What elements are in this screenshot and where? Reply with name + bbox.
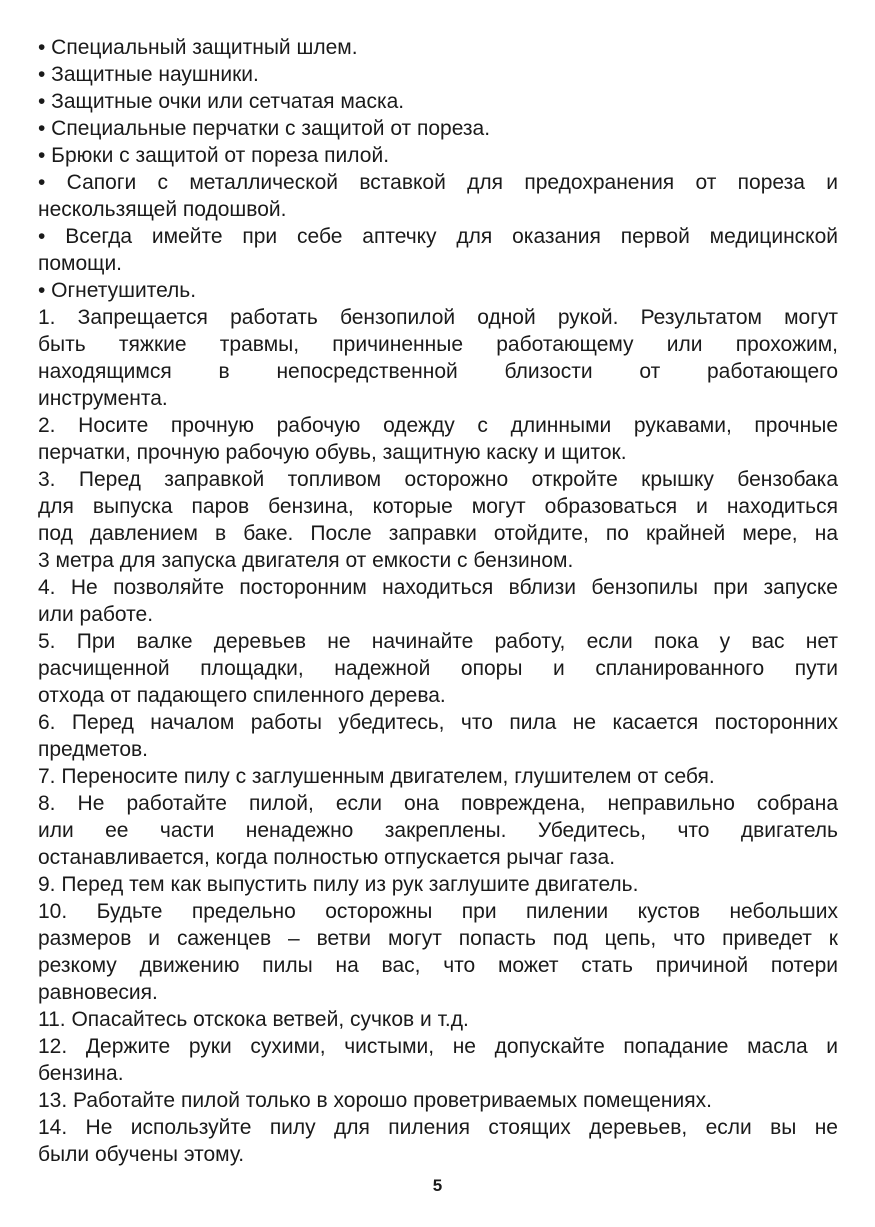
paragraph (38, 115, 838, 142)
text-line: останавливается, когда полностью отпускается рычаг газа. (38, 846, 616, 869)
text-line: • Брюки с защитой от пореза пилой. (38, 144, 390, 167)
paragraph (38, 142, 838, 169)
text-line: бензина. (38, 1062, 124, 1085)
text-line: 10. Будьте предельно осторожны при пилении кустов небольших (38, 900, 838, 923)
text-line: • Специальные перчатки с защитой от пореза. (38, 117, 491, 140)
paragraph (38, 34, 838, 61)
text-line: 12. Держите руки сухими, чистыми, не допускайте попадание масла и (38, 1035, 838, 1058)
text-line: отхода от падающего спиленного дерева. (38, 684, 446, 707)
text-line: 2. Носите прочную рабочую одежду с длинными рукавами, прочные (38, 414, 838, 437)
text-line: 11. Опасайтесь отскока ветвей, сучков и т.д. (38, 1008, 469, 1031)
paragraph (38, 169, 838, 223)
text-line: инструмента. (38, 387, 168, 410)
text-line: резкому движению пилы на вас, что может стать причиной потери (38, 954, 838, 977)
paragraph (38, 223, 838, 277)
paragraph (38, 628, 838, 709)
paragraph (38, 1006, 838, 1033)
paragraph (38, 871, 838, 898)
paragraph (38, 574, 838, 628)
document-body (38, 34, 838, 1168)
paragraph (38, 466, 838, 574)
text-line: 14. Не используйте пилу для пиления стоящих деревьев, если вы не (38, 1116, 838, 1139)
text-line: нескользящей подошвой. (38, 198, 287, 221)
paragraph (38, 277, 838, 304)
text-line: для выпуска паров бензина, которые могут образоваться и находиться (38, 495, 838, 518)
text-line: • Защитные наушники. (38, 63, 259, 86)
text-line: 3. Перед заправкой топливом осторожно откройте крышку бензобака (38, 468, 838, 491)
paragraph (38, 763, 838, 790)
text-line: предметов. (38, 738, 148, 761)
text-line: 4. Не позволяйте посторонним находиться вблизи бензопилы при запуске (38, 576, 838, 599)
text-line: находящимся в непосредственной близости от работающего (38, 360, 838, 383)
paragraph (38, 1087, 838, 1114)
paragraph (38, 61, 838, 88)
paragraph (38, 898, 838, 1006)
text-line: 5. При валке деревьев не начинайте работу, если пока у вас нет (38, 630, 838, 653)
text-line: 3 метра для запуска двигателя от емкости с бензином. (38, 549, 574, 572)
text-line: помощи. (38, 252, 123, 275)
text-line: • Всегда имейте при себе аптечку для оказания первой медицинской (38, 225, 838, 248)
text-line: • Защитные очки или сетчатая маска. (38, 90, 405, 113)
paragraph (38, 1033, 838, 1087)
text-line: • Сапоги с металлической вставкой для предохранения от пореза и (38, 171, 838, 194)
text-line: 1. Запрещается работать бензопилой одной рукой. Результатом могут (38, 306, 838, 329)
page-number: 5 (432, 1176, 443, 1195)
paragraph (38, 304, 838, 412)
paragraph (38, 412, 838, 466)
text-line: или работе. (38, 603, 154, 626)
text-line: размеров и саженцев – ветви могут попасть под цепь, что приведет к (38, 927, 838, 950)
text-line: были обучены этому. (38, 1143, 245, 1166)
text-line: быть тяжкие травмы, причиненные работающему или прохожим, (38, 333, 838, 356)
text-line: 7. Переносите пилу с заглушенным двигателем, глушителем от себя. (38, 765, 715, 788)
text-line: 6. Перед началом работы убедитесь, что пила не касается посторонних (38, 711, 838, 734)
text-line: перчатки, прочную рабочую обувь, защитную каску и щиток. (38, 441, 627, 464)
text-line: 8. Не работайте пилой, если она повреждена, неправильно собрана (38, 792, 838, 815)
text-line: или ее части ненадежно закреплены. Убедитесь, что двигатель (38, 819, 838, 842)
text-line: 9. Перед тем как выпустить пилу из рук заглушите двигатель. (38, 873, 639, 896)
text-line: расчищенной площадки, надежной опоры и спланированного пути (38, 657, 838, 680)
text-line: 13. Работайте пилой только в хорошо проветриваемых помещениях. (38, 1089, 712, 1112)
text-line: • Специальный защитный шлем. (38, 36, 358, 59)
paragraph (38, 88, 838, 115)
text-line: под давлением в баке. После заправки отойдите, по крайней мере, на (38, 522, 838, 545)
paragraph (38, 1114, 838, 1168)
text-line: равновесия. (38, 981, 158, 1004)
paragraph (38, 790, 838, 871)
text-line: • Огнетушитель. (38, 279, 197, 302)
paragraph (38, 709, 838, 763)
